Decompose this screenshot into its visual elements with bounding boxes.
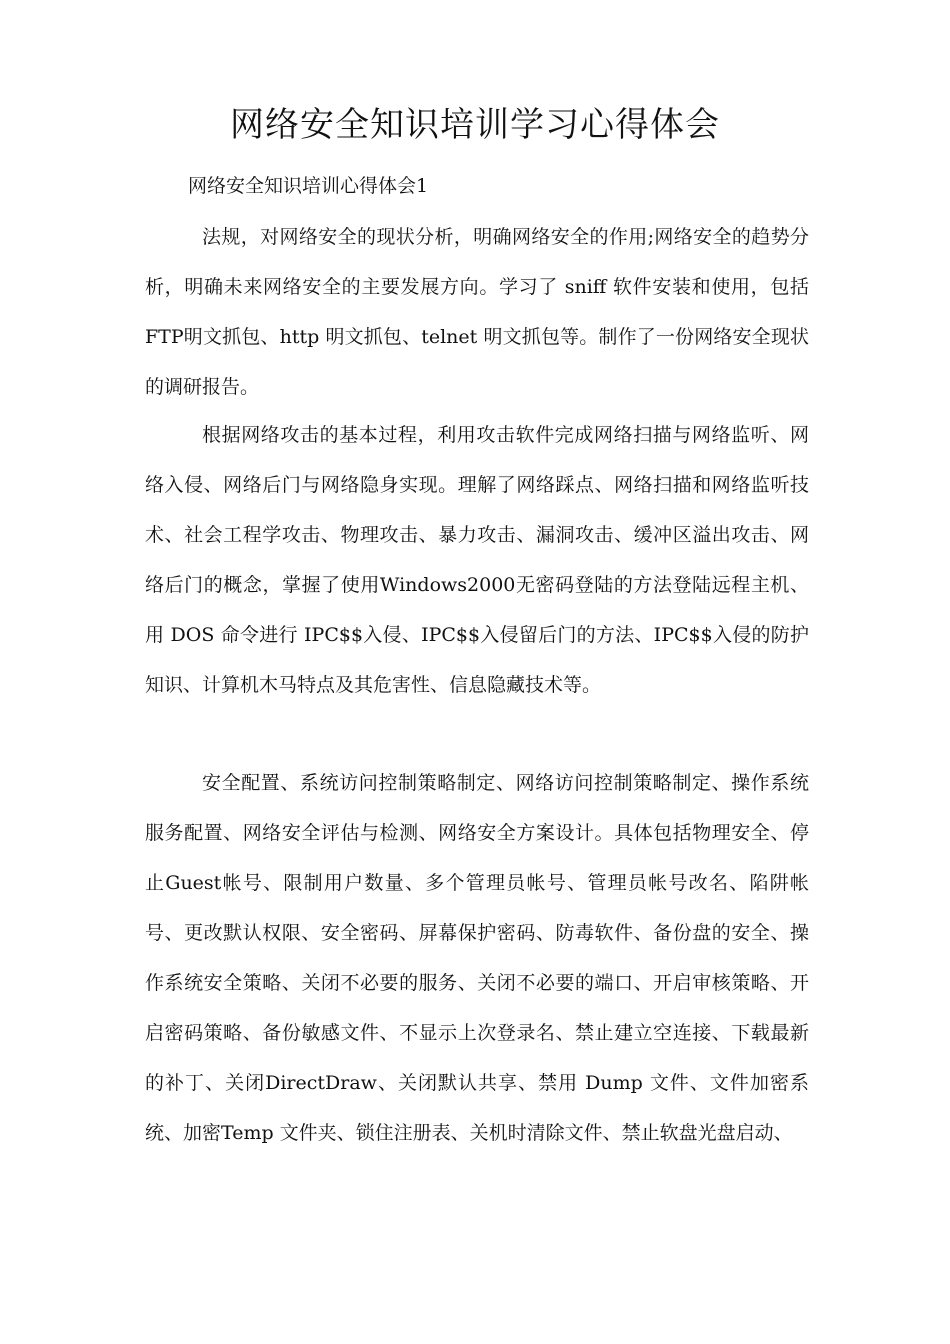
document-title: 网络安全知识培训学习心得体会 [230,105,720,145]
document-subtitle: 网络安全知识培训心得体会1 [188,175,429,197]
paragraph-2: 根据网络攻击的基本过程，利用攻击软件完成网络扫描与网络监听、网络入侵、网络后门与网络隐身实现。理解了网络踩点、网络扫描和网络监听技术、社会工程学攻击、物理攻击、暴力攻击、漏洞攻击、缓冲区溢出攻击、网络后门的概念，掌握了使用Windows2000无密码登陆的方法登陆远程主机、用 DOS 命令进行 IPC$$入侵、IPC$$入侵留后门的方法、IPC$$入侵的防护知识、计算机木马特点及其危害性、信息隐藏技术等。 [145,424,809,696]
paragraph-1: 法规，对网络安全的现状分析，明确网络安全的作用;网络安全的趋势分析，明确未来网络安全的主要发展方向。学习了 sniff 软件安装和使用，包括FTP明文抓包、http 明文抓包、telnet 明文抓包等。制作了一份网络安全现状的调研报告。 [145,226,809,398]
paragraph-3: 安全配置、系统访问控制策略制定、网络访问控制策略制定、操作系统服务配置、网络安全评估与检测、网络安全方案设计。具体包括物理安全、停止Guest帐号、限制用户数量、多个管理员帐号、管理员帐号改名、陷阱帐号、更改默认权限、安全密码、屏幕保护密码、防毒软件、备份盘的安全、操作系统安全策略、关闭不必要的服务、关闭不必要的端口、开启审核策略、开启密码策略、备份敏感文件、不显示上次登录名、禁止建立空连接、下载最新的补丁、关闭DirectDraw、关闭默认共享、禁用 Dump 文件、文件加密系统、加密Temp 文件夹、锁住注册表、关机时清除文件、禁止软盘光盘启动、 [145,772,809,1144]
